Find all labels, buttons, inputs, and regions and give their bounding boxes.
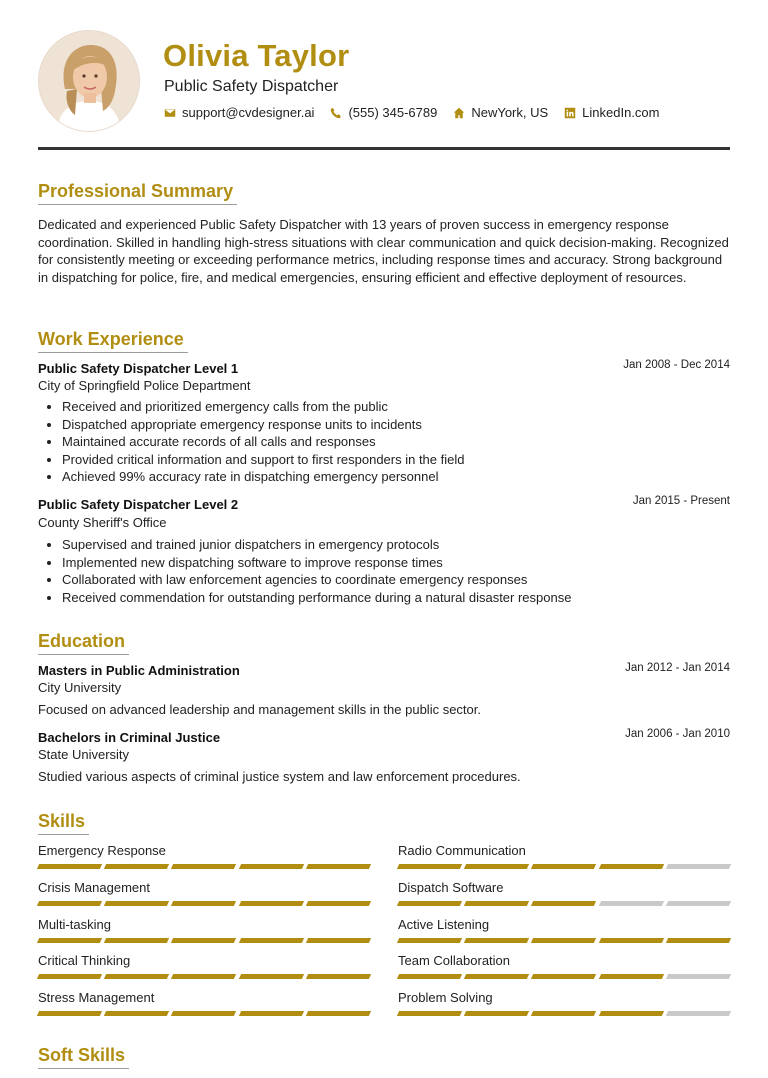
skill-name: Critical Thinking bbox=[38, 953, 131, 969]
degree-dates: Jan 2006 - Jan 2010 bbox=[625, 728, 730, 740]
skill-segment-filled bbox=[238, 901, 304, 906]
skill-level-bar bbox=[398, 974, 730, 979]
skill-level-bar bbox=[398, 901, 730, 906]
envelope-icon bbox=[164, 107, 176, 119]
skill-level-bar bbox=[38, 974, 370, 979]
skill-segment-filled bbox=[397, 864, 463, 869]
skill-segment-filled bbox=[598, 974, 664, 979]
degree-description: Studied various aspects of criminal justice system and law enforcement procedures. bbox=[38, 769, 521, 784]
header bbox=[38, 30, 730, 134]
soft-skills-heading: Soft Skills bbox=[38, 1044, 129, 1069]
skill-segment-filled bbox=[464, 1011, 530, 1016]
skill-segment-filled bbox=[464, 938, 530, 943]
skill-segment-filled bbox=[171, 974, 237, 979]
skill-segment-filled bbox=[104, 938, 170, 943]
profile-photo-icon bbox=[39, 31, 139, 131]
job-title: Public Safety Dispatcher Level 2 bbox=[38, 497, 239, 512]
skill-segment-filled bbox=[531, 864, 597, 869]
skill-item bbox=[398, 953, 730, 979]
skill-item bbox=[398, 843, 730, 869]
skill-segment-filled bbox=[397, 1011, 463, 1016]
skill-segment-filled bbox=[531, 974, 597, 979]
skill-segment-filled bbox=[306, 901, 372, 906]
skill-level-bar bbox=[38, 901, 370, 906]
skill-name: Dispatch Software bbox=[398, 879, 504, 895]
skill-name: Emergency Response bbox=[38, 843, 166, 858]
skill-name: Team Collaboration bbox=[398, 953, 511, 969]
header-divider bbox=[38, 147, 730, 150]
skill-segment-filled bbox=[37, 938, 103, 943]
skill-item bbox=[38, 880, 370, 906]
contact-email[interactable] bbox=[164, 105, 314, 120]
degree-title: Bachelors in Criminal Justice bbox=[38, 730, 221, 745]
skill-segment-filled bbox=[37, 864, 103, 869]
contact-linkedin[interactable] bbox=[564, 105, 659, 120]
skill-segment-filled bbox=[171, 864, 237, 869]
skill-segment-filled bbox=[104, 1011, 170, 1016]
job-bullets bbox=[38, 398, 754, 486]
skill-segment-filled bbox=[306, 864, 372, 869]
skill-level-bar bbox=[398, 864, 730, 869]
school-name: State University bbox=[38, 747, 130, 762]
contact-location bbox=[453, 105, 548, 120]
skill-segment-empty bbox=[666, 901, 732, 906]
skill-segment-filled bbox=[397, 974, 463, 979]
contact-phone[interactable] bbox=[330, 105, 437, 120]
job-organization: County Sheriff's Office bbox=[38, 515, 167, 530]
degree-description: Focused on advanced leadership and management skills in the public sector. bbox=[38, 702, 481, 717]
skill-segment-filled bbox=[531, 901, 597, 906]
skill-name: Multi-tasking bbox=[38, 916, 111, 932]
home-icon bbox=[453, 107, 465, 119]
skill-level-bar bbox=[38, 938, 370, 943]
location-text: NewYork, US bbox=[471, 105, 549, 120]
job-bullets bbox=[38, 536, 754, 606]
skill-name: Problem Solving bbox=[398, 990, 493, 1006]
skill-segment-filled bbox=[238, 974, 304, 979]
skill-segment-filled bbox=[171, 1011, 237, 1016]
skill-name: Crisis Management bbox=[38, 879, 150, 895]
email-text: support@cvdesigner.ai bbox=[182, 105, 315, 120]
skill-segment-filled bbox=[37, 901, 103, 906]
skill-segment-filled bbox=[104, 901, 170, 906]
skill-segment-empty bbox=[666, 974, 732, 979]
job-bullet: • Provided critical information and support to first responders in the field bbox=[62, 451, 754, 469]
skill-segment-filled bbox=[104, 974, 170, 979]
skill-item bbox=[398, 990, 730, 1016]
job-bullet: • Received and prioritized emergency calls from the public bbox=[62, 398, 754, 416]
job-bullet: • Achieved 99% accuracy rate in dispatching emergency personnel bbox=[62, 468, 754, 486]
skill-segment-filled bbox=[464, 864, 530, 869]
school-name: City University bbox=[38, 680, 122, 695]
degree-title: Masters in Public Administration bbox=[38, 663, 240, 678]
skill-segment-filled bbox=[306, 1011, 372, 1016]
skill-segment-filled bbox=[397, 938, 463, 943]
degree-dates: Jan 2012 - Jan 2014 bbox=[625, 662, 730, 674]
contact-row bbox=[164, 105, 660, 120]
skill-segment-filled bbox=[531, 938, 597, 943]
avatar bbox=[38, 30, 140, 132]
skill-segment-filled bbox=[598, 938, 664, 943]
candidate-name: Olivia Taylor bbox=[163, 38, 350, 73]
candidate-title: Public Safety Dispatcher bbox=[164, 78, 339, 95]
skill-segment-filled bbox=[531, 1011, 597, 1016]
job-bullet: • Collaborated with law enforcement agencies to coordinate emergency responses bbox=[62, 571, 754, 589]
job-title: Public Safety Dispatcher Level 1 bbox=[38, 361, 239, 376]
skills-heading: Skills bbox=[38, 810, 89, 835]
phone-text: (555) 345-6789 bbox=[348, 105, 438, 120]
skill-segment-filled bbox=[464, 901, 530, 906]
skill-segment-filled bbox=[666, 938, 732, 943]
skill-segment-filled bbox=[464, 974, 530, 979]
summary-text: Dedicated and experienced Public Safety Dispatcher with 13 years of proven success in emergency response coordination. Skilled in handling high-stress situations with clear communication and quick decision-making. Recognized for consistently meeting or exceeding performance metrics, including response times and accuracy. Strong background in dispatching for police, fire, and medical emergencies, ensuring efficient and effective deployment of resources. bbox=[38, 217, 729, 285]
skill-segment-filled bbox=[306, 938, 372, 943]
skill-level-bar bbox=[38, 1011, 370, 1016]
job-bullet: • Maintained accurate records of all calls and responses bbox=[62, 433, 754, 451]
skill-segment-filled bbox=[171, 938, 237, 943]
skill-item bbox=[38, 953, 370, 979]
linkedin-icon bbox=[564, 107, 576, 119]
skill-level-bar bbox=[398, 938, 730, 943]
summary-heading: Professional Summary bbox=[38, 180, 237, 205]
skill-segment-filled bbox=[37, 974, 103, 979]
skill-segment-filled bbox=[171, 901, 237, 906]
job-organization: City of Springfield Police Department bbox=[38, 378, 251, 393]
skill-item bbox=[38, 990, 370, 1016]
phone-icon bbox=[330, 107, 342, 119]
skill-item bbox=[38, 843, 370, 869]
skill-segment-filled bbox=[238, 864, 304, 869]
skill-item bbox=[398, 880, 730, 906]
skill-segment-filled bbox=[37, 1011, 103, 1016]
skill-segment-filled bbox=[397, 901, 463, 906]
skill-segment-filled bbox=[598, 1011, 664, 1016]
job-bullet: • Received commendation for outstanding performance during a natural disaster response bbox=[62, 589, 754, 607]
education-heading: Education bbox=[38, 630, 129, 655]
skill-name: Radio Communication bbox=[398, 843, 526, 858]
skill-segment-filled bbox=[306, 974, 372, 979]
skill-segment-filled bbox=[598, 864, 664, 869]
job-dates: Jan 2008 - Dec 2014 bbox=[623, 359, 730, 371]
skill-segment-filled bbox=[104, 864, 170, 869]
job-bullet: • Dispatched appropriate emergency response units to incidents bbox=[62, 416, 754, 434]
job-dates: Jan 2015 - Present bbox=[632, 495, 730, 507]
skill-segment-filled bbox=[238, 938, 304, 943]
skill-segment-empty bbox=[666, 864, 732, 869]
skill-segment-empty bbox=[666, 1011, 732, 1016]
job-bullet: • Implemented new dispatching software to improve response times bbox=[62, 554, 754, 572]
skill-level-bar bbox=[398, 1011, 730, 1016]
skill-name: Stress Management bbox=[38, 990, 155, 1006]
skill-name: Active Listening bbox=[398, 916, 490, 932]
skill-item bbox=[38, 917, 370, 943]
experience-heading: Work Experience bbox=[38, 328, 188, 353]
skill-segment-filled bbox=[238, 1011, 304, 1016]
skill-item bbox=[398, 917, 730, 943]
skill-segment-empty bbox=[598, 901, 664, 906]
skill-level-bar bbox=[38, 864, 370, 869]
linkedin-text: LinkedIn.com bbox=[582, 105, 660, 120]
job-bullet: • Supervised and trained junior dispatchers in emergency protocols bbox=[62, 536, 754, 554]
